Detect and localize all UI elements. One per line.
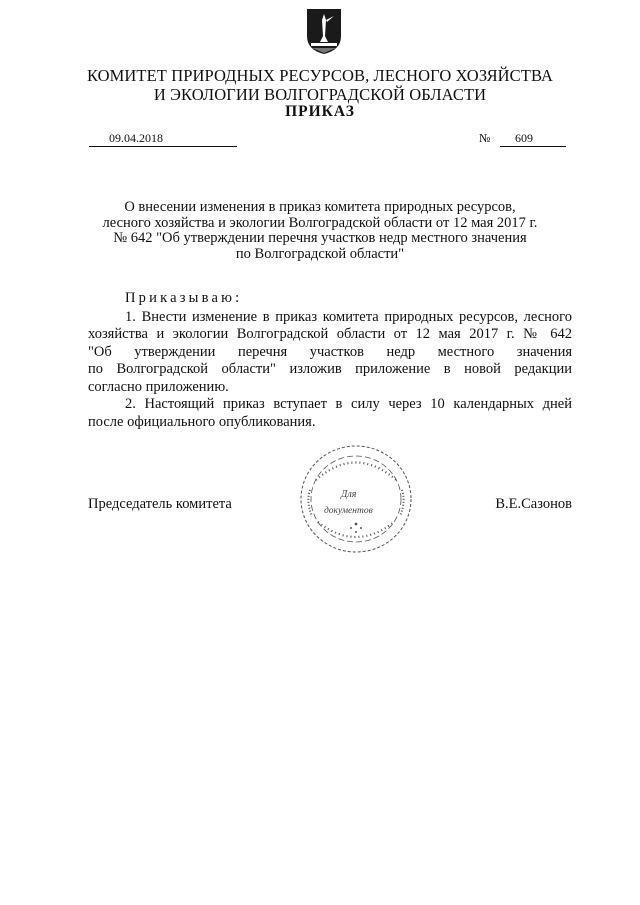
date-value: 09.04.2018 [109,131,163,145]
date-field [89,130,237,147]
order-body [88,290,572,431]
paragraph-1-line-5: согласно приложению. [88,378,229,395]
paragraph-2-line-1: 2. Настоящий приказ вступает в силу через 10 календарных дней [125,396,572,412]
stamp-text-line-1: Для [341,489,357,500]
signatory-title: Председатель комитета [88,496,232,512]
official-stamp [296,440,416,558]
subject-line-4: по Волгоградской области" [235,245,405,262]
paragraph-1-line-1: 1. Внести изменение в приказ комитета природных ресурсов, лесного [125,308,572,325]
subject-line-1: О внесении изменения в приказ комитета природных ресурсов, [124,199,516,215]
number-field [500,130,566,147]
org-name-line-1: КОМИТЕТ ПРИРОДНЫХ РЕСУРСОВ, ЛЕСНОГО ХОЗЯЙСТВА [86,66,554,85]
signatory-name: В.Е.Сазонов [495,496,572,512]
subject-line-2: лесного хозяйства и экологии Волгоградской области от 12 мая 2017 г. [102,214,538,231]
paragraph-1-line-3: "Об утверждении перечня участков недр местного значения [88,343,572,360]
coat-of-arms-emblem [304,6,344,56]
document-type-title: ПРИКАЗ [285,103,355,120]
paragraph-2-line-2: после официального опубликования. [88,413,316,430]
organization-name [60,66,580,104]
subject-line-3: № 642 "Об утверждении перечня участков недр местного значения [113,230,527,246]
order-directive-word: Приказываю: [125,290,243,306]
number-sign: № [479,131,491,145]
paragraph-1-line-4: по Волгоградской области" изложив приложение в новой редакции [88,361,572,377]
stamp-text-line-2: документов [324,506,373,516]
order-subject [80,200,560,262]
paragraph-1-line-2: хозяйства и экологии Волгоградской области от 12 мая 2017 г. № 642 [88,326,572,342]
number-value: 609 [515,131,533,145]
org-name-line-2: И ЭКОЛОГИИ ВОЛГОГРАДСКОЙ ОБЛАСТИ [153,85,487,104]
